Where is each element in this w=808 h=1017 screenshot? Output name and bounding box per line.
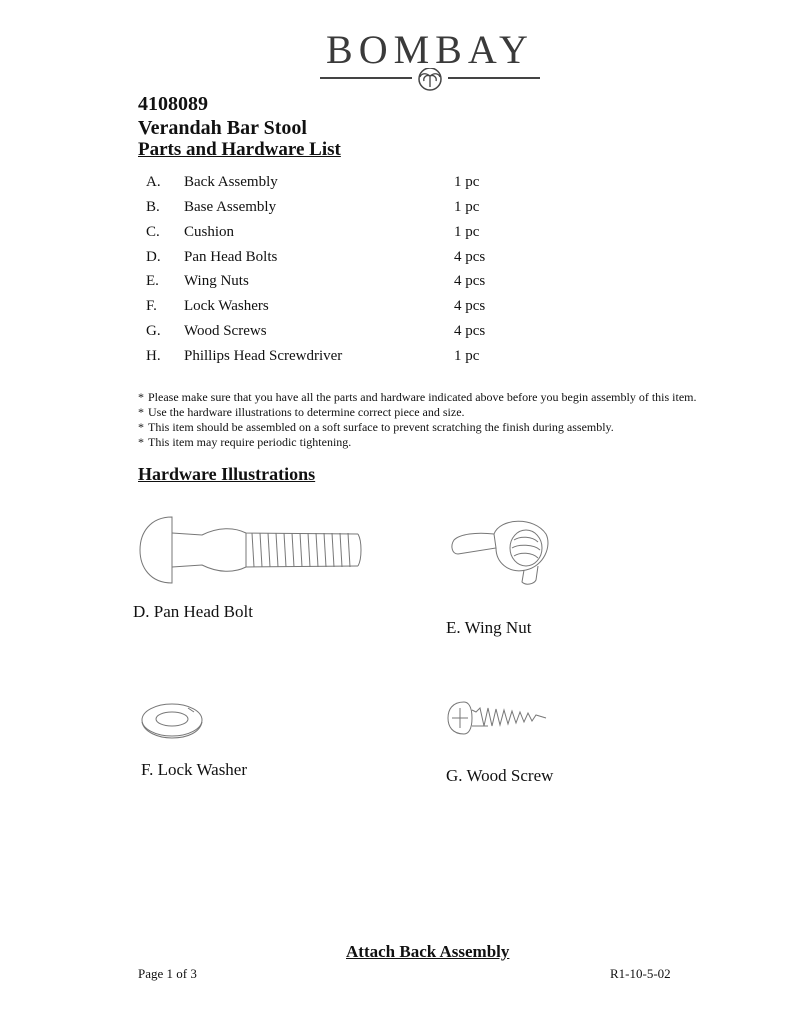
palm-tree-icon [300, 68, 560, 92]
part-letter: D. [146, 249, 161, 265]
part-letter: G. [146, 323, 161, 339]
part-name: Lock Washers [184, 298, 269, 314]
part-name: Wing Nuts [184, 273, 249, 289]
list-item [146, 199, 546, 221]
note-item [138, 435, 758, 450]
brand-logo [300, 20, 560, 92]
page-number: Page 1 of 3 [138, 966, 197, 981]
list-item [146, 174, 546, 196]
wood-screw-label: G. Wood Screw [446, 766, 554, 785]
attach-back-assembly-heading: Attach Back Assembly [346, 942, 510, 961]
part-name: Pan Head Bolts [184, 249, 278, 265]
part-letter: B. [146, 199, 160, 215]
part-name: Cushion [184, 224, 235, 240]
product-name: Verandah Bar Stool [138, 117, 307, 139]
part-qty: 1 pc [454, 348, 480, 364]
pan-head-bolt-label: D. Pan Head Bolt [133, 602, 253, 621]
parts-heading: Parts and Hardware List [138, 139, 341, 160]
part-letter: F. [146, 298, 157, 314]
part-letter: H. [146, 348, 161, 364]
part-qty: 1 pc [454, 224, 480, 240]
part-qty: 4 pcs [454, 323, 486, 339]
list-item [146, 273, 546, 295]
part-qty: 4 pcs [454, 273, 486, 289]
part-letter: A. [146, 174, 161, 190]
wing-nut-label: E. Wing Nut [446, 618, 532, 637]
part-name: Phillips Head Screwdriver [184, 348, 343, 364]
part-number: 4108089 [138, 93, 208, 115]
asterisk-icon: * [138, 405, 144, 419]
part-qty: 1 pc [454, 174, 480, 190]
part-name: Wood Screws [184, 323, 267, 339]
asterisk-icon: * [138, 390, 144, 404]
note-text: This item should be assembled on a soft surface to prevent scratching the finish during assembly. [148, 420, 614, 434]
note-text: Please make sure that you have all the parts and hardware indicated above before you begin assembly of this item. [148, 390, 697, 404]
part-qty: 4 pcs [454, 298, 486, 314]
note-item [138, 390, 758, 405]
pan-head-bolt-icon [138, 505, 364, 595]
hardware-heading: Hardware Illustrations [138, 464, 316, 484]
list-item [146, 298, 546, 320]
list-item [146, 348, 546, 370]
lock-washer-label: F. Lock Washer [141, 760, 248, 779]
list-item [146, 249, 546, 271]
asterisk-icon: * [138, 420, 144, 434]
note-item [138, 405, 758, 420]
part-letter: C. [146, 224, 160, 240]
note-item [138, 420, 758, 435]
wing-nut-icon [446, 510, 556, 590]
part-letter: E. [146, 273, 159, 289]
part-qty: 4 pcs [454, 249, 486, 265]
list-item [146, 224, 546, 246]
wood-screw-icon [446, 698, 556, 742]
note-text: This item may require periodic tightening. [148, 435, 352, 449]
revision-code: R1-10-5-02 [610, 966, 671, 981]
part-name: Back Assembly [184, 174, 278, 190]
note-text: Use the hardware illustrations to determine correct piece and size. [148, 405, 465, 419]
list-item [146, 323, 546, 345]
brand-wordmark: BOMBAY [326, 27, 534, 72]
part-name: Base Assembly [184, 199, 277, 215]
lock-washer-icon [138, 698, 208, 746]
notes-list [138, 390, 758, 450]
asterisk-icon: * [138, 435, 144, 449]
part-qty: 1 pc [454, 199, 480, 215]
